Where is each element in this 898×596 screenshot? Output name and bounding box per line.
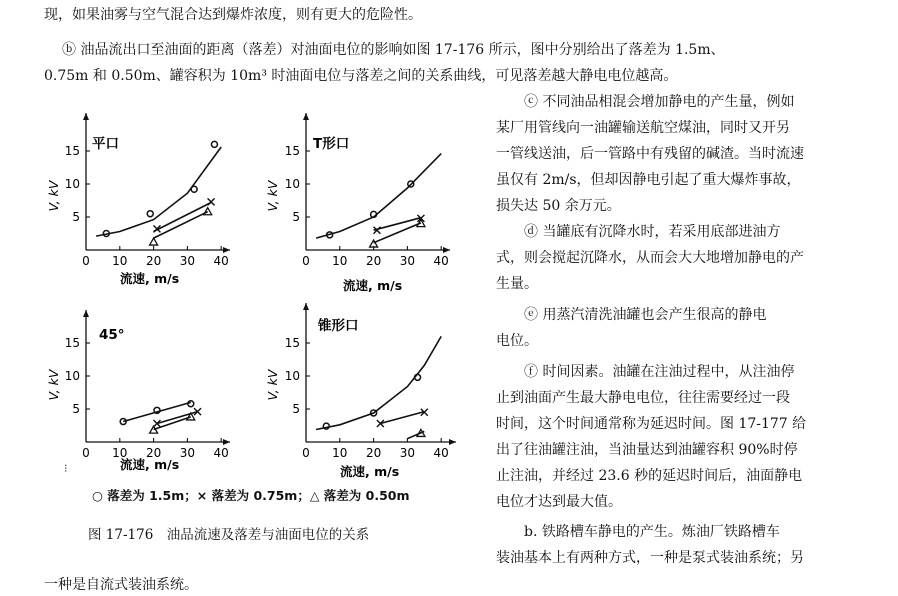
- paragraph-line: 现，如果油雾与空气混合达到爆炸浓度，则有更大的危险性。: [44, 7, 422, 23]
- stray-mark: ⁝: [64, 462, 68, 475]
- x-axis-label: 流速, m/s: [340, 464, 400, 479]
- paragraph-line: 生量。: [496, 276, 538, 292]
- fit-line: [374, 218, 421, 231]
- y-axis-label: V, kV: [265, 180, 280, 212]
- y-axis-label: V, kV: [46, 369, 61, 401]
- paragraph-line: 装油基本上有两种方式，一种是泵式装油系统；另: [496, 550, 804, 566]
- paragraph-line: 止注油，并经过 23.6 秒的延迟时间后，油面静电: [496, 468, 803, 484]
- figure-caption: 图 17-176 油品流速及落差与油面电位的关系: [88, 527, 370, 543]
- fit-line: [154, 212, 208, 238]
- y-axis-arrow: [83, 310, 89, 317]
- paragraph-line: 0.75m 和 0.50m、罐容积为 10m³ 时油面电位与落差之间的关系曲线，可见落差越大静电电位越高。: [44, 68, 678, 84]
- x-axis-arrow: [223, 439, 230, 445]
- x-axis-label: 流速, m/s: [120, 457, 180, 472]
- y-tick-label: 10: [64, 369, 80, 383]
- x-tick-label: 30: [399, 446, 416, 460]
- chart-panel: [46, 310, 230, 472]
- x-tick-label: 20: [145, 446, 162, 460]
- x-tick-label: 10: [112, 446, 128, 460]
- x-tick-label: 20: [365, 446, 382, 460]
- x-axis-arrow: [443, 247, 450, 253]
- paragraph-line: 一管线送油，后一管路中有残留的碱渣。当时流速: [496, 146, 804, 162]
- fit-curve: [96, 147, 221, 236]
- fit-curve: [316, 154, 441, 239]
- fit-line: [380, 412, 424, 424]
- chart-title: 锥形口: [318, 318, 359, 334]
- paragraph-line: 电位。: [496, 333, 538, 349]
- paragraph-line: 一种是自流式装油系统。: [44, 577, 198, 593]
- paragraph-line: b. 铁路槽车静电的产生。炼油厂铁路槽车: [496, 524, 780, 540]
- chart-title: 平口: [92, 136, 119, 152]
- paragraph-line: ⓔ 用蒸汽清洗油罐也会产生很高的静电: [496, 307, 767, 323]
- x-tick-label: 40: [433, 446, 449, 460]
- x-tick-label: 40: [213, 446, 229, 460]
- paragraph-line: 出了往油罐注油，当油量达到油罐容积 90%时停: [496, 442, 798, 458]
- fit-curve: [123, 402, 191, 421]
- fit-curve: [316, 336, 441, 429]
- paragraph-line: 时间，这个时间通常称为延迟时间。图 17-177 给: [496, 416, 807, 432]
- y-tick-label: 15: [64, 144, 80, 158]
- y-axis-arrow: [303, 303, 309, 310]
- x-tick-label: 40: [433, 254, 449, 268]
- y-tick-label: 5: [292, 402, 300, 416]
- x-tick-label: 0: [302, 446, 310, 460]
- y-tick-label: 5: [72, 402, 80, 416]
- data-point-circle: [211, 141, 217, 147]
- x-axis-label: 流速, m/s: [343, 278, 403, 293]
- y-tick-label: 5: [72, 210, 80, 224]
- y-axis-arrow: [303, 113, 309, 120]
- paragraph-line: 损失达 50 余万元。: [496, 198, 621, 214]
- y-tick-label: 15: [284, 144, 300, 158]
- chart-title: T形口: [313, 136, 350, 152]
- y-axis-label: V, kV: [265, 369, 280, 401]
- paragraph-line: 某厂用管线向一油罐输送航空煤油，同时又开另: [496, 120, 790, 136]
- chart-panel: [46, 113, 230, 286]
- paragraph-line: ⓒ 不同油品相混会增加静电的产生量，例如: [496, 94, 795, 110]
- x-tick-label: 30: [179, 254, 196, 268]
- y-tick-label: 10: [284, 177, 300, 191]
- x-axis-arrow: [223, 247, 230, 253]
- paragraph-line: ⓑ 油品流出口至油面的距离（落差）对油面电位的影响如图 17-176 所示，图中分别给出了落差为 1.5m、: [62, 42, 725, 58]
- x-tick-label: 30: [179, 446, 196, 460]
- data-point-triangle: [150, 426, 158, 433]
- data-point-triangle: [150, 238, 158, 245]
- x-tick-label: 30: [399, 254, 416, 268]
- x-tick-label: 0: [82, 446, 90, 460]
- paragraph-line: 止到油面产生最大静电电位，往往需要经过一段: [496, 390, 790, 406]
- x-tick-label: 0: [82, 254, 90, 268]
- x-tick-label: 0: [302, 254, 310, 268]
- x-tick-label: 20: [145, 254, 162, 268]
- x-tick-label: 40: [213, 254, 229, 268]
- y-axis-label: V, kV: [46, 180, 61, 212]
- fit-line: [407, 431, 424, 438]
- paragraph-line: 式，则会搅起沉降水，从而会大大地增加静电的产: [496, 250, 804, 266]
- chart-panel: [265, 113, 450, 293]
- y-tick-label: 15: [64, 336, 80, 350]
- data-point-triangle: [204, 208, 212, 215]
- x-axis-arrow: [449, 439, 456, 445]
- x-tick-label: 10: [112, 254, 128, 268]
- paragraph-line: ⓓ 当罐底有沉降水时，若采用底部进油方: [496, 224, 781, 240]
- y-tick-label: 15: [284, 336, 300, 350]
- fit-line: [374, 223, 421, 243]
- x-axis-label: 流速, m/s: [120, 271, 180, 286]
- x-tick-label: 20: [365, 254, 382, 268]
- figure-legend: ○ 落差为 1.5m；× 落差为 0.75m；△ 落差为 0.50m: [92, 488, 410, 503]
- chart-panel: [265, 303, 456, 479]
- y-tick-label: 5: [292, 210, 300, 224]
- paragraph-line: 虽仅有 2m/s，但却因静电引起了重大爆炸事故，: [496, 172, 801, 188]
- paragraph-line: ⓕ 时间因素。油罐在注油过程中，从注油停: [496, 364, 795, 380]
- fit-line: [154, 203, 212, 232]
- data-point-x: [208, 198, 215, 205]
- data-point-circle: [191, 186, 197, 192]
- chart-title: 45°: [99, 327, 125, 343]
- y-tick-label: 10: [64, 177, 80, 191]
- x-tick-label: 10: [332, 254, 348, 268]
- y-axis-arrow: [83, 113, 89, 120]
- data-point-circle: [147, 211, 153, 217]
- paragraph-line: 电位才达到最大值。: [496, 494, 622, 510]
- x-tick-label: 10: [332, 446, 348, 460]
- y-tick-label: 10: [284, 369, 300, 383]
